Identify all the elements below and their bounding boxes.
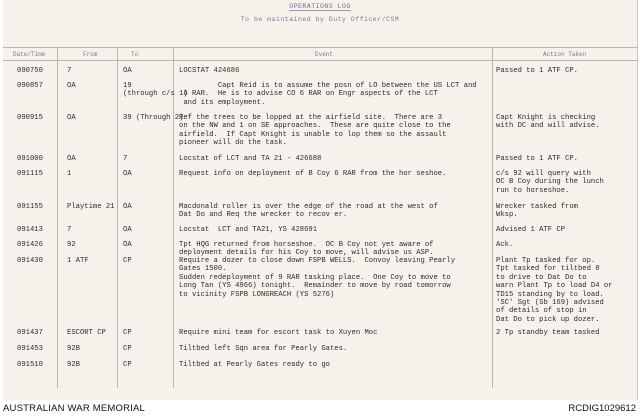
log-subtitle: To be maintained by Duty Officer/CSM xyxy=(240,16,400,23)
entry-time: 090857 xyxy=(17,82,43,90)
entry-detail: Request info on deployment of B Coy 6 RAR from the hor seshoe. xyxy=(179,170,447,178)
entry-detail: Capt Reid is to assume the posn of LO between the US LCT and 6 RAR. He is to advise CO 6 RAR on Engr aspects of the LCT and its employment. xyxy=(183,82,477,107)
entry-action: Capt Knight is checking with DC and will advise. xyxy=(496,114,600,131)
footer-document-id: RCDIG1029612 xyxy=(568,403,636,414)
footer-archive-name: AUSTRALIAN WAR MEMORIAL xyxy=(3,403,146,414)
entry-detail: Macdonald roller is over the edge of the road at the west of Dat Do and Req the wrecker to recov er. xyxy=(179,203,438,220)
col-header-action: Action Taken xyxy=(543,51,587,58)
entry-to: 39 (Through 2) xyxy=(123,114,184,122)
table-header-rule xyxy=(3,60,637,61)
col-divider xyxy=(117,48,118,388)
entry-from: OA xyxy=(67,82,76,90)
entry-time: 091453 xyxy=(17,345,43,353)
entry-to: OA xyxy=(123,241,132,249)
table-top-rule xyxy=(3,47,637,48)
entry-from: OA xyxy=(67,114,76,122)
entry-from: ESCORT CP xyxy=(67,329,106,337)
entry-to: 7 xyxy=(123,155,128,163)
entry-from: OA xyxy=(67,155,76,163)
log-title xyxy=(3,3,637,10)
entry-detail: Locstat LCT and TA21, YS 428691 xyxy=(179,226,318,234)
entry-detail: Tiltbed left Sqn area for Pearly Gates. xyxy=(179,345,348,353)
entry-time: 091413 xyxy=(17,226,43,234)
entry-from: 92 xyxy=(67,241,76,249)
entry-to: CP xyxy=(123,329,132,337)
entry-time: 091115 xyxy=(17,170,43,178)
entry-time: 091430 xyxy=(17,257,43,265)
entry-from: Playtime 21 xyxy=(67,203,115,211)
entry-detail: Require mini team for escort task to Xuyen Moc xyxy=(179,329,378,337)
entry-to: 19 (through c/s 1) xyxy=(123,82,188,99)
entry-time: 090750 xyxy=(17,67,43,75)
col-header-from: From xyxy=(83,51,98,58)
entry-action: Wrecker tasked from Wksp. xyxy=(496,203,578,220)
col-header-event: Event xyxy=(315,51,334,58)
entry-to: OA xyxy=(123,203,132,211)
col-divider xyxy=(173,48,174,388)
entry-to: OA xyxy=(123,170,132,178)
entry-to: CP xyxy=(123,257,132,265)
entry-to: CP xyxy=(123,361,132,369)
entry-from: 7 xyxy=(67,67,72,75)
entry-action: Ack. xyxy=(496,241,514,249)
entry-time: 090915 xyxy=(17,114,43,122)
entry-detail: Ref the trees to be lopped at the airfield site. There are 3 on the NW and 1 on SE approaches. These are quite close to the airfield. If Capt Knight is unable to lop them so the assault pioneer will do the task. xyxy=(179,114,451,148)
entry-detail: Tiltbed at Pearly Gates ready to go xyxy=(179,361,330,369)
entry-to: OA xyxy=(123,67,132,75)
col-divider xyxy=(57,48,58,388)
log-header xyxy=(3,0,637,44)
col-header-to: To xyxy=(131,51,139,58)
entry-time: 091437 xyxy=(17,329,43,337)
entry-to: CP xyxy=(123,345,132,353)
entry-detail: Tpt HQG returned from horseshoe. OC B Coy not yet aware of deployment details for his Coy to move, will advise us ASP. xyxy=(179,241,434,258)
footer-bar xyxy=(0,400,640,416)
log-title-text: OPERATIONS LOG xyxy=(289,3,351,10)
entry-action: c/s 92 will query with OC B Coy during the lunch run to horseshoe. xyxy=(496,170,604,195)
entry-from: 7 xyxy=(67,226,72,234)
entry-from: 92B xyxy=(67,361,80,369)
entry-action: Plant Tp tasked for op. Tpt tasked for tiltbed 8 to drive to Dat Do to warn Plant Tp to load D4 or TD15 standing by to load. 'SC' Sgt (Sb 169) advised of details of stop in Dat Do to pick up dozer. xyxy=(496,257,613,324)
entry-from: 1 ATF xyxy=(67,257,89,265)
col-header-time: Date/Time xyxy=(13,51,46,58)
col-divider xyxy=(492,48,493,388)
entry-time: 091510 xyxy=(17,361,43,369)
entry-action: Passed to 1 ATF CP. xyxy=(496,155,578,163)
entry-action: 2 Tp standby team tasked xyxy=(496,329,600,337)
log-sheet xyxy=(3,0,638,400)
entry-action: Passed to 1 ATF CP. xyxy=(496,67,578,75)
entry-detail: Require a dozer to close down FSPB WELLS. Convoy leaving Pearly Gates 1500. Sudden redeployment of 9 RAR tasking place. One Coy to move to Long Tan (YS 4966) tonight. Remainder to move by road tomorrow to vicinity FSPB LONGREACH (YS 5276) xyxy=(179,257,456,299)
entry-to: OA xyxy=(123,226,132,234)
entry-time: 091155 xyxy=(17,203,43,211)
entry-detail: Locstat of LCT and TA 21 - 426688 xyxy=(179,155,322,163)
entry-time: 091000 xyxy=(17,155,43,163)
entry-from: 92B xyxy=(67,345,80,353)
entry-from: 1 xyxy=(67,170,72,178)
entry-time: 091426 xyxy=(17,241,43,249)
entry-action: Advised 1 ATF CP xyxy=(496,226,566,234)
entry-detail: LOCSTAT 424686 xyxy=(179,67,240,75)
